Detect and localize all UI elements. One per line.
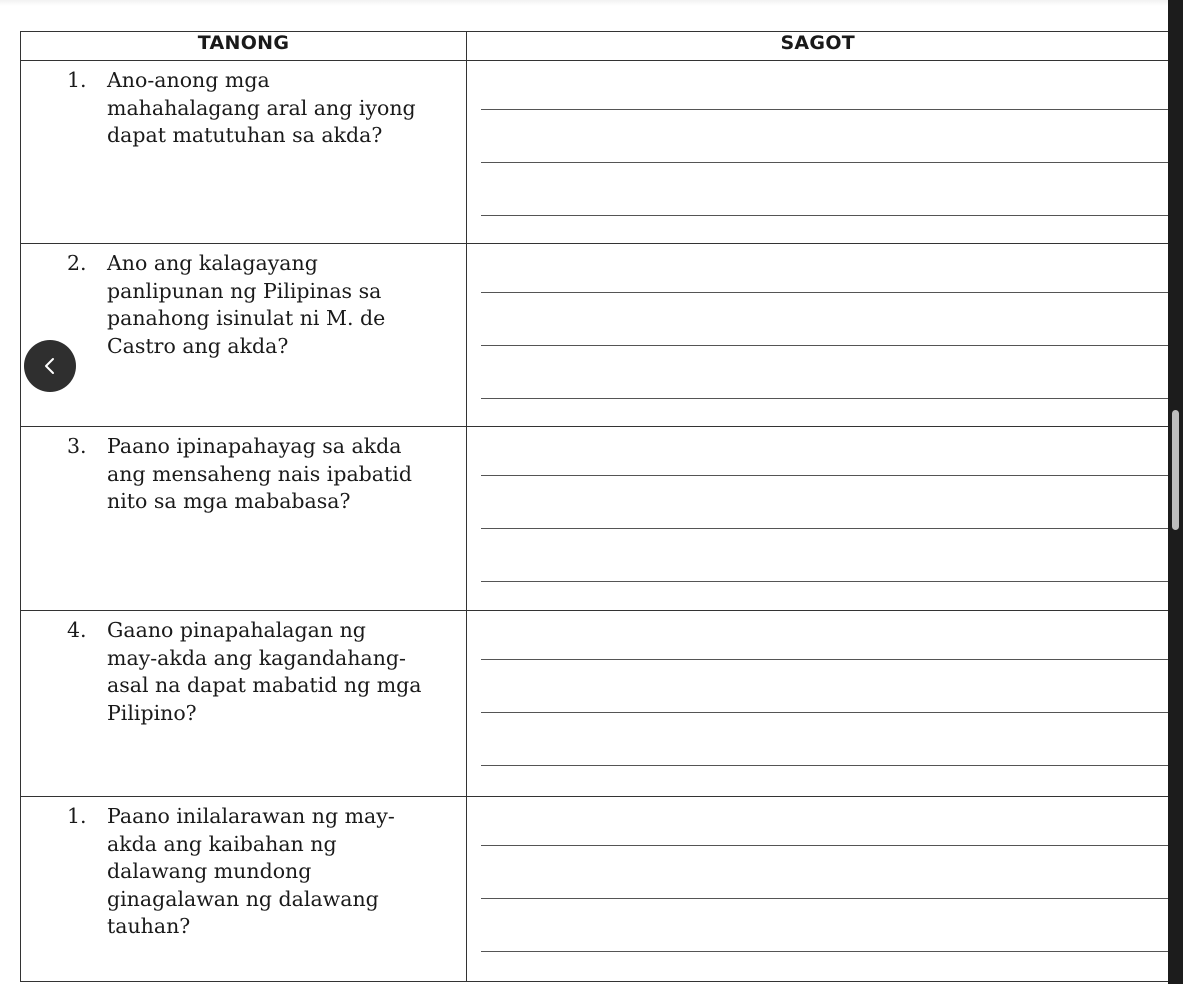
- scrollbar-thumb[interactable]: [1172, 410, 1179, 530]
- question-cell: [21, 427, 467, 611]
- answer-cell[interactable]: [467, 61, 1169, 244]
- page-top-edge: [0, 0, 1168, 6]
- answer-cell[interactable]: [467, 611, 1169, 797]
- question-answer-table: [20, 31, 1169, 982]
- question-cell: [21, 61, 467, 244]
- answer-line[interactable]: [481, 898, 1169, 899]
- table-row: [21, 797, 1169, 982]
- question-number: 1.: [67, 804, 87, 828]
- table-row: [21, 427, 1169, 611]
- table-row: [21, 611, 1169, 797]
- answer-line[interactable]: [481, 345, 1169, 346]
- table-header-row: [21, 32, 1169, 61]
- question-text: Ano ang kalagayang panlipunan ng Pilipinas sa panahong isinulat ni M. de Castro ang akda?: [107, 251, 386, 358]
- answer-line[interactable]: [481, 951, 1169, 952]
- question-number: 3.: [67, 434, 87, 458]
- question-number: 2.: [67, 251, 87, 275]
- answer-line[interactable]: [481, 215, 1169, 216]
- answer-line[interactable]: [481, 712, 1169, 713]
- answer-line[interactable]: [481, 475, 1169, 476]
- answer-line[interactable]: [481, 162, 1169, 163]
- answer-line[interactable]: [481, 581, 1169, 582]
- question-text: Ano-anong mga mahahalagang aral ang iyong dapat matutuhan sa akda?: [107, 68, 416, 147]
- header-tanong: TANONG: [21, 32, 467, 61]
- answer-cell[interactable]: [467, 427, 1169, 611]
- answer-line[interactable]: [481, 765, 1169, 766]
- table-row: [21, 244, 1169, 427]
- question-cell: [21, 797, 467, 982]
- question-number: 1.: [67, 68, 87, 92]
- answer-cell[interactable]: [467, 244, 1169, 427]
- answer-line[interactable]: [481, 292, 1169, 293]
- answer-line[interactable]: [481, 659, 1169, 660]
- vertical-scrollbar[interactable]: [1168, 0, 1183, 984]
- question-cell: [21, 244, 467, 427]
- answer-line[interactable]: [481, 109, 1169, 110]
- chevron-left-icon: [39, 355, 61, 377]
- question-text: Paano inilalarawan ng may- akda ang kaibahan ng dalawang mundong ginagalawan ng dalawang tauhan?: [107, 804, 395, 938]
- answer-line[interactable]: [481, 398, 1169, 399]
- table-row: [21, 61, 1169, 244]
- previous-page-button[interactable]: [24, 340, 76, 392]
- question-text: Gaano pinapahalagan ng may-akda ang kagandahang- asal na dapat mabatid ng mga Pilipino?: [107, 618, 422, 725]
- answer-line[interactable]: [481, 845, 1169, 846]
- question-text: Paano ipinapahayag sa akda ang mensaheng nais ipabatid nito sa mga mababasa?: [107, 434, 412, 513]
- answer-line[interactable]: [481, 528, 1169, 529]
- header-sagot: SAGOT: [467, 32, 1169, 61]
- question-cell: [21, 611, 467, 797]
- question-number: 4.: [67, 618, 87, 642]
- answer-cell[interactable]: [467, 797, 1169, 982]
